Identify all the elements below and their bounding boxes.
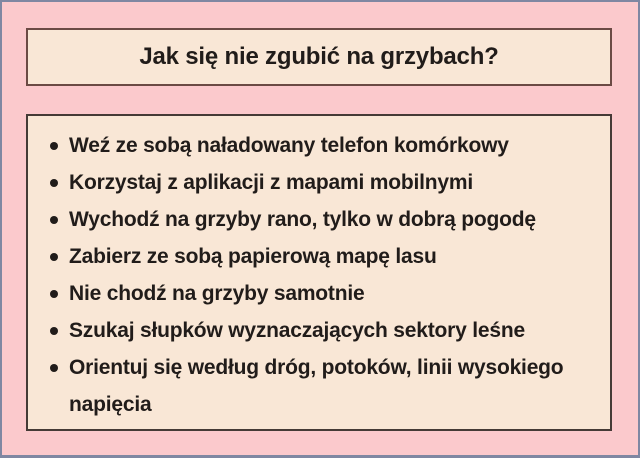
list-item: Nie chodź na grzyby samotnie	[28, 275, 604, 312]
tips-list	[28, 127, 604, 423]
tips-box	[26, 114, 612, 431]
title-box	[26, 28, 612, 86]
list-item: Szukaj słupków wyznaczających sektory leśne	[28, 312, 604, 349]
page-title: Jak się nie zgubić na grzybach?	[139, 43, 499, 70]
list-item: Korzystaj z aplikacji z mapami mobilnymi	[28, 164, 604, 201]
list-item: Wychodź na grzyby rano, tylko w dobrą pogodę	[28, 201, 604, 238]
list-item: Orientuj się według dróg, potoków, linii wysokiego napięcia	[28, 349, 604, 423]
list-item: Zabierz ze sobą papierową mapę lasu	[28, 238, 604, 275]
list-item: Weź ze sobą naładowany telefon komórkowy	[28, 127, 604, 164]
